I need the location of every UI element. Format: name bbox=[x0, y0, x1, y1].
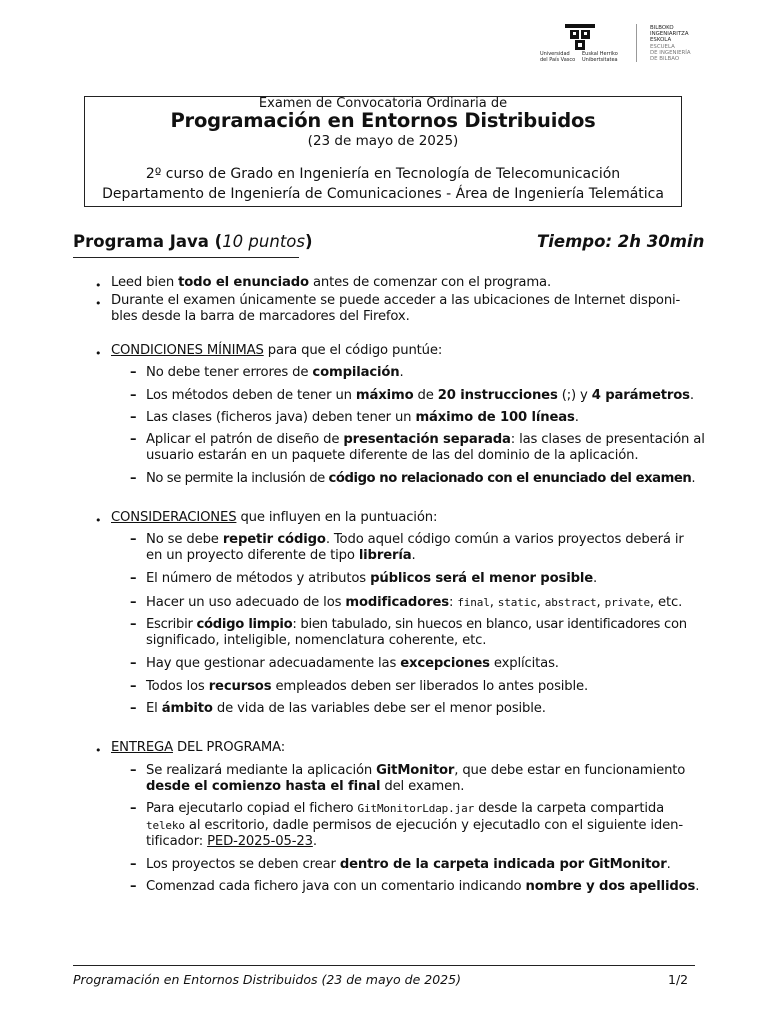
dash-icon: – bbox=[130, 801, 137, 816]
shared-folder-name: teleko bbox=[146, 819, 185, 832]
identifier-code: PED-2025-05-23 bbox=[207, 834, 313, 849]
intro-item-2-cont: bles desde la barra de marcadores del Firefox. bbox=[111, 309, 410, 324]
consideraciones-heading: CONSIDERACIONES que influyen en la puntuación: bbox=[111, 510, 438, 525]
dash-icon: – bbox=[130, 432, 137, 447]
entrega-item-1: Se realizará mediante la aplicación GitMonitor, que debe estar en funcionamiento bbox=[146, 763, 686, 778]
entrega-item-2-cont: teleko al escritorio, dadle permisos de ejecución y ejecutadlo con el siguiente iden- bbox=[146, 818, 683, 833]
intro-item-1: Leed bien todo el enunciado antes de comenzar con el programa. bbox=[111, 275, 551, 290]
minimos-item-4: Aplicar el patrón de diseño de presentación separada: las clases de presentación al bbox=[146, 432, 705, 447]
dash-icon: – bbox=[130, 701, 137, 716]
consideraciones-item-7: El ámbito de vida de las variables debe ser el menor posible. bbox=[146, 701, 546, 716]
minimos-item-3: Las clases (ficheros java) deben tener un máximo de 100 líneas. bbox=[146, 410, 579, 425]
section-points: 10 puntos bbox=[222, 232, 305, 251]
consideraciones-item-2: El número de métodos y atributos públicos será el menor posible. bbox=[146, 571, 598, 586]
logo-caption-es: Universidad del País Vasco bbox=[540, 51, 576, 63]
section-title: Programa Java (10 puntos) bbox=[73, 232, 313, 251]
logo-divider bbox=[636, 24, 637, 62]
degree-line: 2º curso de Grado en Ingeniería en Tecnología de Telecomunicación bbox=[145, 166, 621, 182]
dash-icon: – bbox=[130, 679, 137, 694]
bullet-icon: • bbox=[95, 279, 102, 292]
section-underline bbox=[73, 257, 299, 258]
dash-icon: – bbox=[130, 857, 137, 872]
bullet-icon: • bbox=[95, 297, 102, 310]
dash-icon: – bbox=[130, 388, 137, 403]
department-line: Departamento de Ingeniería de Comunicaciones - Área de Ingeniería Telemática bbox=[102, 186, 664, 202]
university-logo bbox=[532, 22, 702, 66]
dash-icon: – bbox=[130, 532, 137, 547]
bullet-icon: • bbox=[95, 514, 102, 527]
entrega-item-1-cont: desde el comienzo hasta el final del examen. bbox=[146, 779, 465, 794]
exam-date: (23 de mayo de 2025) bbox=[307, 133, 459, 149]
dash-icon: – bbox=[130, 365, 137, 380]
minimos-item-5: No se permite la inclusión de código no relacionado con el enunciado del examen. bbox=[146, 471, 696, 486]
minimos-item-2: Los métodos deben de tener un máximo de 20 instrucciones (;) y 4 parámetros. bbox=[146, 388, 694, 403]
dash-icon: – bbox=[130, 656, 137, 671]
consideraciones-item-1: No se debe repetir código. Todo aquel código común a varios proyectos deberá ir bbox=[146, 532, 684, 547]
consideraciones-item-6: Todos los recursos empleados deben ser liberados lo antes posible. bbox=[146, 679, 589, 694]
footer-rule bbox=[73, 965, 695, 966]
minimos-item-4-cont: usuario estarán en un paquete diferente de las del dominio de la aplicación. bbox=[146, 448, 639, 463]
entrega-item-3: Los proyectos se deben crear dentro de la carpeta indicada por GitMonitor. bbox=[146, 857, 671, 872]
dash-icon: – bbox=[130, 617, 137, 632]
intro-item-2: Durante el examen únicamente se puede acceder a las ubicaciones de Internet disponi- bbox=[111, 293, 681, 308]
dash-icon: – bbox=[130, 879, 137, 894]
exam-header-box bbox=[84, 96, 682, 207]
bullet-icon: • bbox=[95, 744, 102, 757]
exam-time: Tiempo: 2h 30min bbox=[537, 232, 705, 251]
minimos-item-1: No debe tener errores de compilación. bbox=[146, 365, 404, 380]
bullet-icon: • bbox=[95, 347, 102, 360]
entrega-item-4: Comenzad cada fichero java con un comentario indicando nombre y dos apellidos. bbox=[146, 879, 700, 894]
consideraciones-item-3: Hacer un uso adecuado de los modificadores: final, static, abstract, private, etc. bbox=[146, 595, 683, 610]
consideraciones-item-4-cont: significado, inteligible, nomenclatura coherente, etc. bbox=[146, 633, 487, 648]
school-name: BILBOKO INGENIARITZA ESKOLA ESCUELA DE INGENIERÍA DE BILBAO bbox=[650, 25, 691, 63]
page-number: 1/2 bbox=[668, 972, 689, 987]
dash-icon: – bbox=[130, 595, 137, 610]
dash-icon: – bbox=[130, 571, 137, 586]
dash-icon: – bbox=[130, 410, 137, 425]
jar-filename: GitMonitorLdap.jar bbox=[357, 802, 475, 815]
entrega-heading: ENTREGA DEL PROGRAMA: bbox=[111, 740, 286, 755]
entrega-item-2: Para ejecutarlo copiad el fichero GitMonitorLdap.jar desde la carpeta compartida bbox=[146, 801, 665, 816]
dash-icon: – bbox=[130, 471, 137, 486]
consideraciones-item-4: Escribir código limpio: bien tabulado, sin huecos en blanco, usar identificadores con bbox=[146, 617, 687, 632]
course-title: Programación en Entornos Distribuidos bbox=[170, 109, 596, 132]
consideraciones-item-5: Hay que gestionar adecuadamente las excepciones explícitas. bbox=[146, 656, 559, 671]
dash-icon: – bbox=[130, 763, 137, 778]
minimos-heading: CONDICIONES MÍNIMAS para que el código puntúe: bbox=[111, 343, 443, 358]
footer-course: Programación en Entornos Distribuidos (23 de mayo de 2025) bbox=[73, 972, 461, 987]
ehu-emblem-icon bbox=[565, 24, 595, 52]
logo-caption-eu: Euskal Herriko Unibertsitatea bbox=[582, 51, 618, 63]
exam-type: Examen de Convocatoria Ordinaria de bbox=[258, 96, 508, 111]
consideraciones-item-1-cont: en un proyecto diferente de tipo librería. bbox=[146, 548, 416, 563]
entrega-item-2-cont2: tificador: PED-2025-05-23. bbox=[146, 834, 317, 849]
